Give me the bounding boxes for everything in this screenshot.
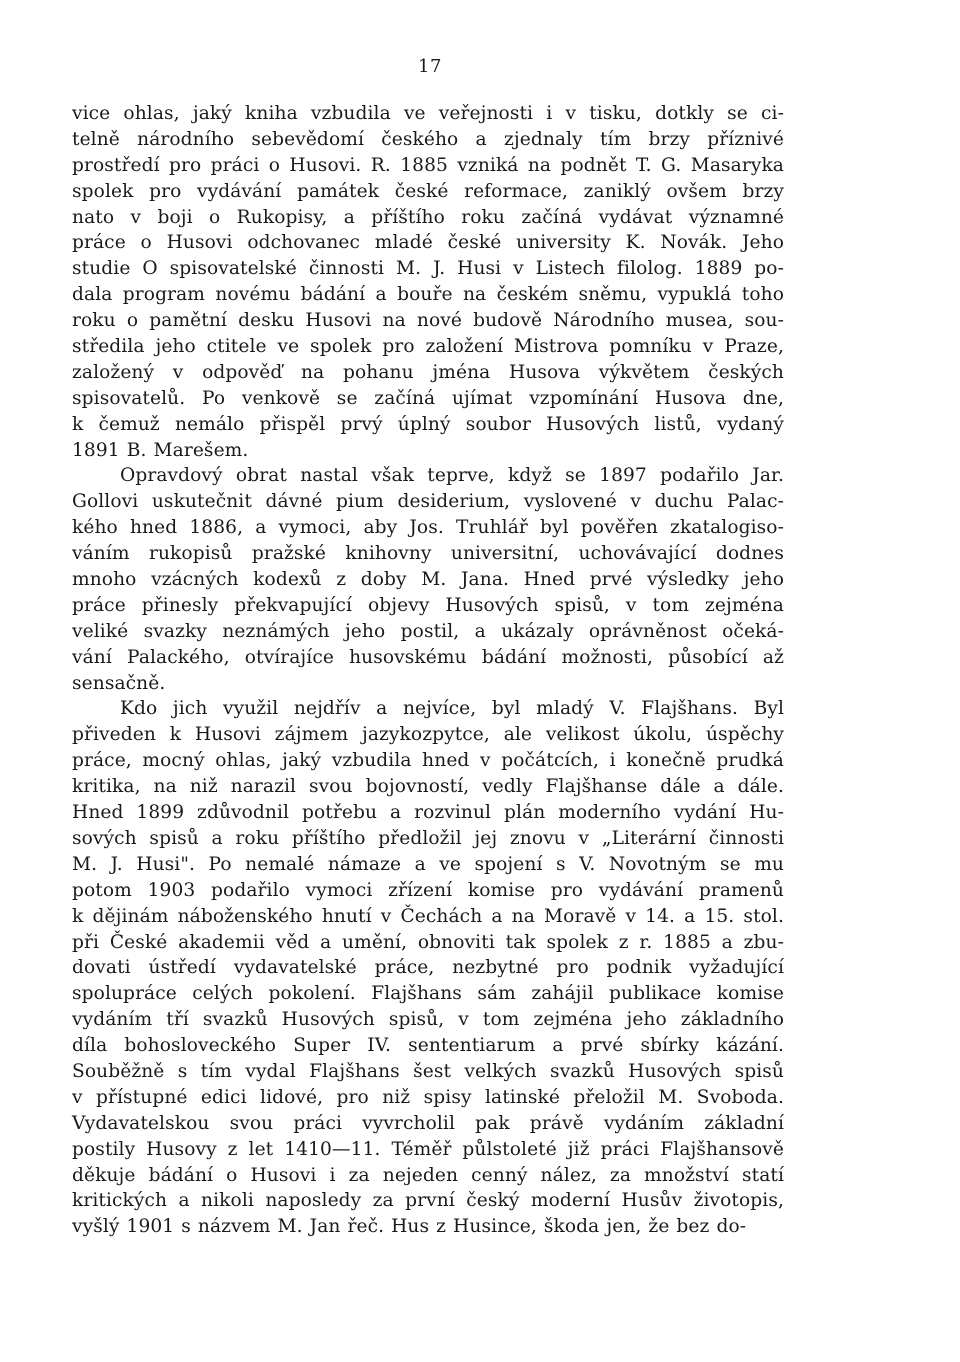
- text-line: veliké svazky neznámých jeho postil, a ukázaly oprávněnost očeká-: [72, 620, 784, 642]
- text-line: potom 1903 podařilo vymoci zřízení komise pro vydávání pramenů: [72, 879, 784, 901]
- text-line: sensačně.: [72, 672, 166, 694]
- text-line: postily Husovy z let 1410—11. Téměř půlstoleté již práci Flajšhansově: [72, 1138, 784, 1160]
- text-line: vyšlý 1901 s názvem M. Jan řeč. Hus z Husince, škoda jen, že bez do-: [72, 1216, 747, 1238]
- text-line: roku o pamětní desku Husovi na nové budově Národního musea, sou-: [72, 310, 784, 332]
- text-line: Souběžně s tím vydal Flajšhans šest velkých svazků Husových spisů: [72, 1060, 784, 1082]
- text-line: mnoho vzácných kodexů z doby M. Jana. Hned prvé výsledky jeho: [72, 569, 784, 591]
- paragraph: [72, 463, 784, 696]
- text-line: dovati ústředí vydavatelské práce, nezbytné pro podnik vyžadující: [72, 957, 784, 979]
- text-line: sových spisů a roku příštího předložil jej znovu v „Literární činnosti: [72, 827, 784, 849]
- text-line: v přístupné edici lidové, pro niž spisy latinské přeložil M. Svoboda.: [72, 1086, 784, 1108]
- text-line: práce, mocný ohlas, jaký vzbudila hned v počátcích, i konečně prudká: [72, 750, 784, 772]
- text-line: Kdo jich využil nejdřív a nejvíce, byl mladý V. Flajšhans. Byl: [120, 698, 784, 720]
- text-line: dala program novému bádání a bouře na českém sněmu, vypuklá toho: [72, 284, 784, 306]
- text-line: kritických a nikoli naposledy za první český moderní Husův životopis,: [72, 1190, 784, 1212]
- text-line: nato v boji o Rukopisy, a příštího roku začíná vydávat významné: [72, 206, 784, 228]
- page-number: 17: [418, 56, 442, 77]
- text-line: váním rukopisů pražské knihovny universitní, uchovávající dodnes: [72, 543, 784, 565]
- paragraph: [72, 101, 784, 463]
- text-line: spisovatelů. Po venkově se začíná ujímat vzpomínání Husova dne,: [72, 387, 784, 409]
- text-line: prostředí pro práci o Husovi. R. 1885 vzniká na podnět T. G. Masaryka: [72, 154, 784, 176]
- text-line: díla bohosloveckého Super IV. sententiarum a prvé sbírky kázání.: [72, 1035, 784, 1057]
- text-line: M. J. Husi". Po nemalé námaze a ve spojení s V. Novotným se mu: [72, 853, 784, 875]
- text-line: středila jeho ctitele ve spolek pro založení Mistrova pomníku v Praze,: [72, 336, 784, 358]
- text-line: 1891 B. Marešem.: [72, 439, 249, 461]
- text-line: děkuje bádání o Husovi i za nejeden cenný nález, za množství statí: [72, 1164, 784, 1186]
- text-line: Vydavatelskou svou práci vyvrcholil pak právě vydáním základní: [72, 1112, 784, 1134]
- text-line: vydáním tří svazků Husových spisů, v tom zejména jeho základního: [72, 1009, 784, 1031]
- text-line: vice ohlas, jaký kniha vzbudila ve veřejnosti i v tisku, dotkly se ci-: [72, 103, 784, 124]
- paragraph-container: [72, 101, 784, 1240]
- text-line: práce přinesly překvapující objevy Husových spisů, v tom zejména: [72, 594, 784, 616]
- paragraph: [72, 696, 784, 1240]
- text-line: kritika, na niž narazil svou bojovností, vedly Flajšhanse dále a dále.: [72, 776, 784, 798]
- text-line: Hned 1899 zdůvodnil potřebu a rozvinul plán moderního vydání Hu-: [72, 802, 784, 824]
- text-line: přiveden k Husovi zájmem jazykozpytce, ale velikost úkolu, úspěchy: [72, 724, 784, 746]
- text-line: práce o Husovi odchovanec mladé české university K. Novák. Jeho: [72, 232, 784, 254]
- text-line: při České akademii věd a umění, obnoviti tak spolek z r. 1885 a zbu-: [72, 931, 784, 953]
- text-line: spolek pro vydávání památek české reformace, zaniklý ovšem brzy: [72, 180, 784, 202]
- text-line: kého hned 1886, a vymoci, aby Jos. Truhlář byl pověřen zkatalogiso-: [72, 517, 784, 539]
- text-line: k čemuž nemálo přispěl prvý úplný soubor Husových listů, vydaný: [72, 413, 784, 435]
- text-line: Opravdový obrat nastal však teprve, když se 1897 podařilo Jar.: [120, 465, 784, 487]
- text-line: studie O spisovatelské činnosti M. J. Husi v Listech filolog. 1889 po-: [72, 258, 784, 280]
- text-line: telně národního sebevědomí českého a zjednaly tím brzy příznivé: [72, 128, 784, 150]
- text-line: spolupráce celých pokolení. Flajšhans sám zahájil publikace komise: [72, 983, 784, 1005]
- text-line: k dějinám náboženského hnutí v Čechách a na Moravě v 14. a 15. stol.: [72, 905, 784, 927]
- text-line: Gollovi uskutečnit dávné pium desiderium, vyslovené v duchu Palac-: [72, 491, 784, 513]
- text-line: vání Palackého, otvírajíce husovskému bádání možnosti, působící až: [72, 646, 784, 668]
- text-line: založený v odpověď na pohanu jména Husova výkvětem českých: [72, 361, 784, 383]
- body-text: [72, 101, 784, 1240]
